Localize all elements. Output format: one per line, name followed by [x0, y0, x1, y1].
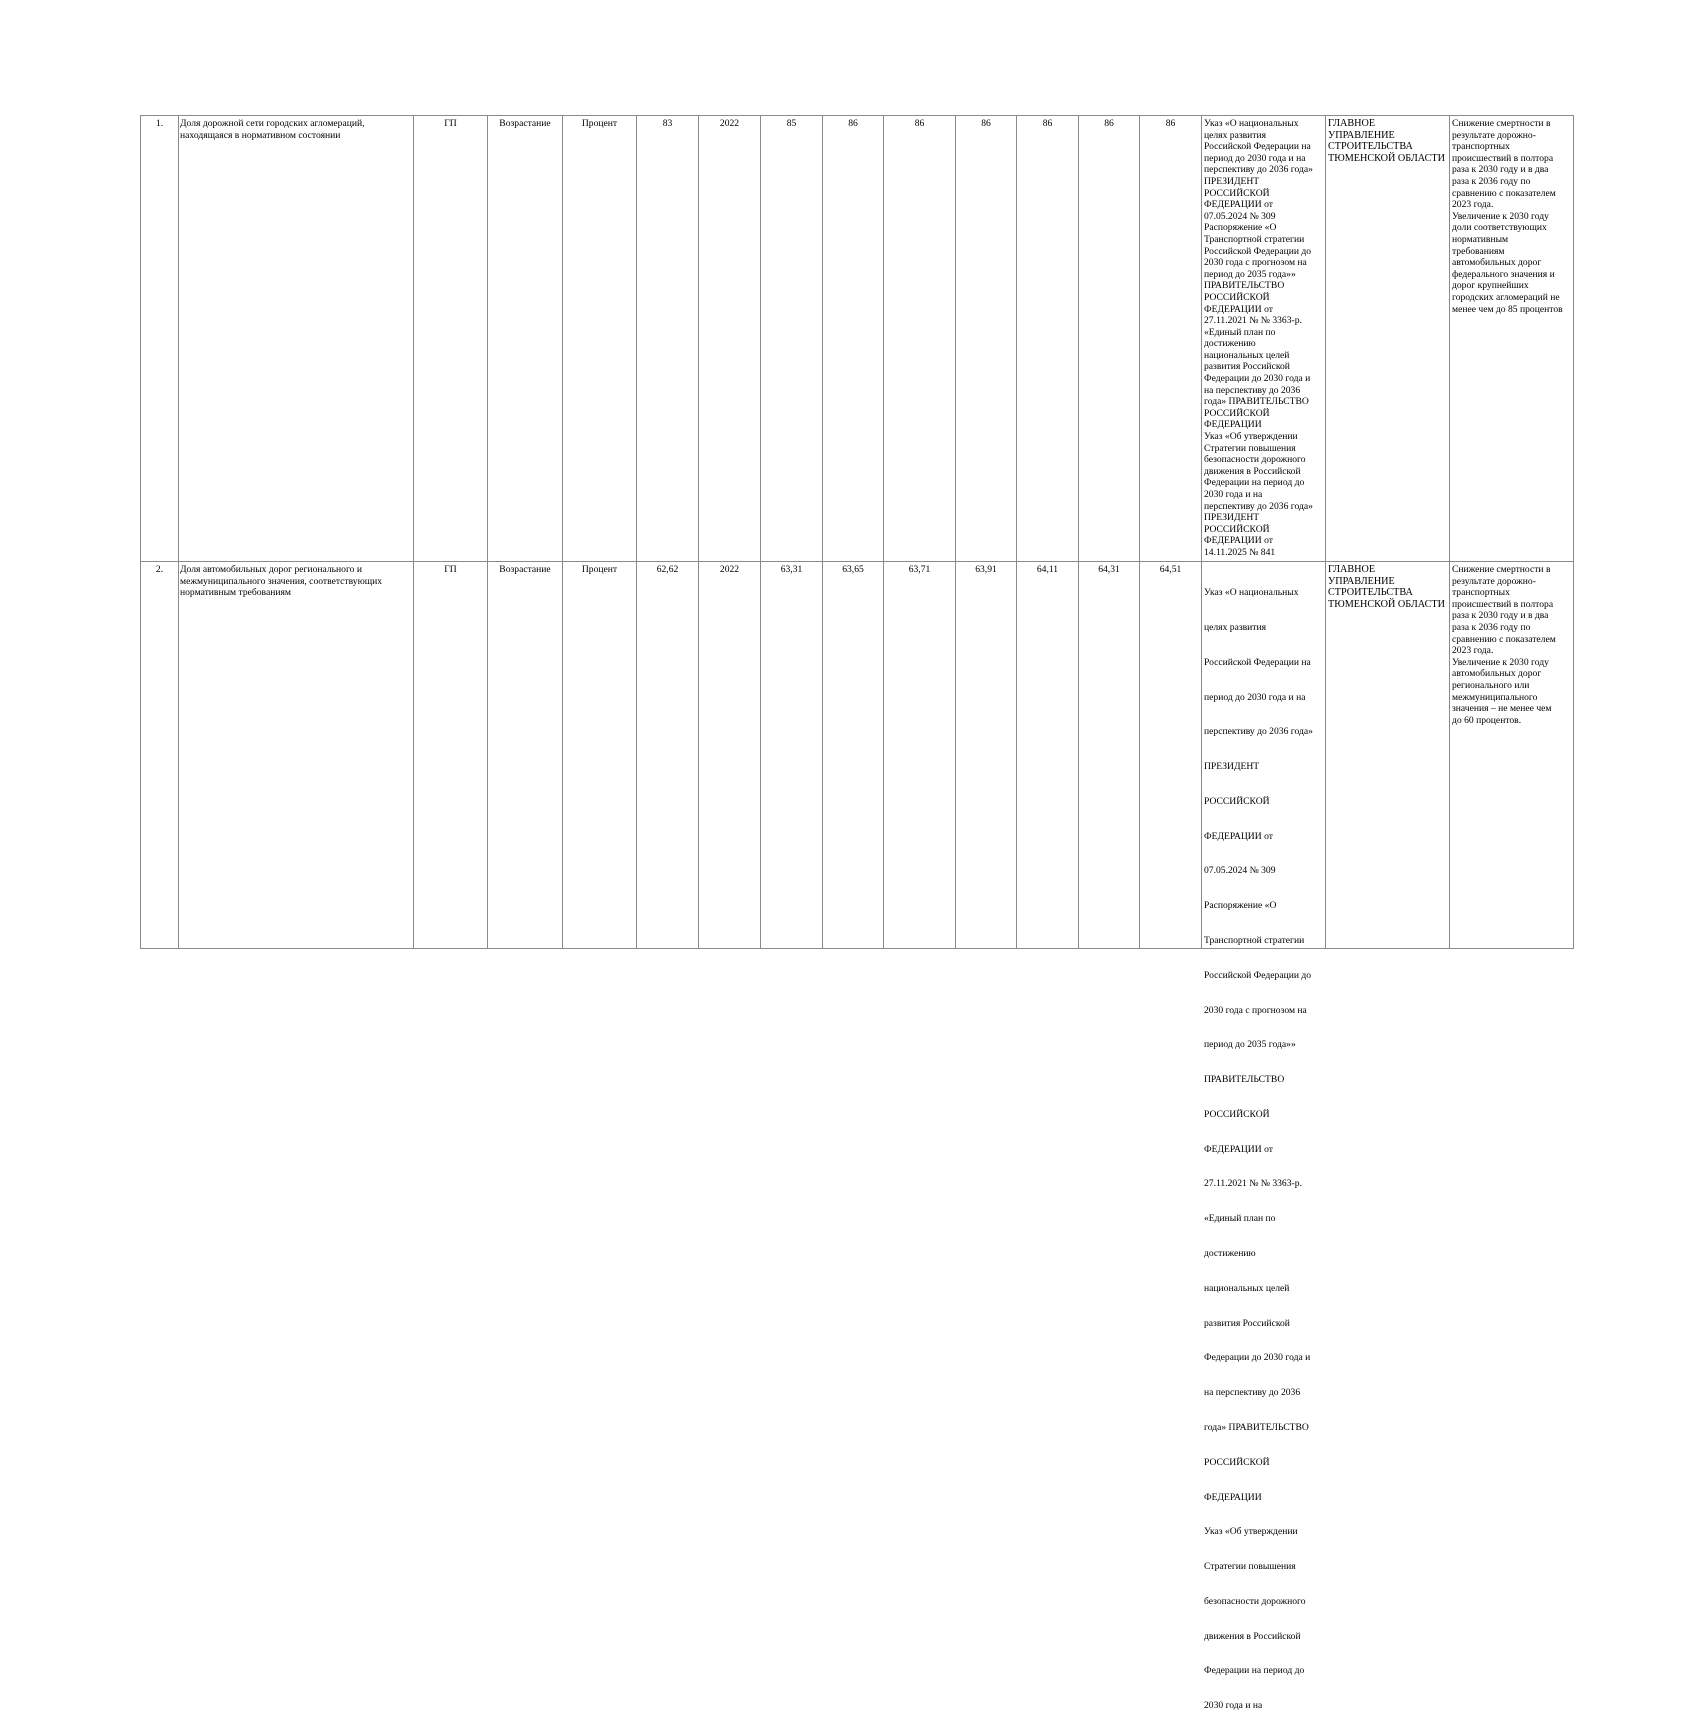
- text-line: находящаяся в нормативном состоянии: [180, 129, 341, 141]
- text-line: ТЮМЕНСКОЙ ОБЛАСТИ: [1328, 152, 1446, 164]
- base-value: 62,62: [637, 562, 699, 949]
- text-line: требованиям: [1452, 245, 1505, 257]
- text-line: движения в Российской: [1204, 1630, 1301, 1642]
- year-value: 86: [1140, 116, 1202, 562]
- text-line: целях развития: [1204, 621, 1267, 633]
- text-line: 2030 года с прогнозом на: [1204, 1004, 1307, 1016]
- text-line: ФЕДЕРАЦИИ от: [1204, 535, 1273, 547]
- documents-cell: [1202, 116, 1326, 562]
- base-value: 83: [637, 116, 699, 562]
- text-line: результате дорожно-: [1452, 129, 1536, 141]
- text-line: 2030 года и на: [1204, 1700, 1263, 1712]
- table-row: [141, 562, 1574, 949]
- text-line: 2023 года.: [1452, 199, 1494, 211]
- text-line: регионального или: [1452, 679, 1530, 691]
- text-line: ФЕДЕРАЦИИ: [1204, 1491, 1262, 1503]
- text-line: перспективу до 2036 года»: [1204, 500, 1313, 512]
- responsible-org: [1326, 562, 1450, 949]
- text-line: Федерации до 2030 года и: [1204, 1352, 1311, 1364]
- year-value: 63,31: [761, 562, 823, 949]
- text-line: ГЛАВНОЕ: [1328, 118, 1376, 129]
- year-value: 63,71: [884, 562, 956, 949]
- base-year: 2022: [699, 116, 761, 562]
- text-line: года» ПРАВИТЕЛЬСТВО: [1204, 396, 1309, 408]
- text-line: период до 2030 года и на: [1204, 152, 1306, 164]
- year-value: 86: [884, 116, 956, 562]
- text-line: раза к 2036 году по: [1452, 621, 1531, 633]
- text-line: Транспортной стратегии: [1204, 935, 1305, 946]
- year-value: 64,51: [1140, 562, 1202, 949]
- text-line: значения – не менее чем: [1452, 703, 1552, 715]
- text-line: 2030 года и на: [1204, 489, 1263, 500]
- text-line: 27.11.2021 № № 3363-р.: [1204, 1178, 1302, 1190]
- text-line: 2023 года.: [1452, 645, 1494, 657]
- text-line: доли соответствующих: [1452, 222, 1547, 234]
- text-line: Увеличение к 2030 году: [1452, 210, 1549, 222]
- text-line: дорог крупнейших: [1452, 280, 1529, 292]
- text-line: сравнению с показателем: [1452, 187, 1556, 199]
- text-line: РОССИЙСКОЙ: [1204, 291, 1270, 303]
- year-value: 85: [761, 116, 823, 562]
- text-line: Доля дорожной сети городских агломераций,: [180, 118, 365, 129]
- text-line: Российской Федерации на: [1204, 656, 1311, 668]
- text-line: результате дорожно-: [1452, 575, 1536, 587]
- text-line: Стратегии повышения: [1204, 442, 1296, 454]
- text-line: Федерации на период до: [1204, 1665, 1305, 1677]
- year-value: 86: [1017, 116, 1079, 562]
- text-line: автомобильных дорог: [1452, 257, 1542, 269]
- text-line: ФЕДЕРАЦИИ от: [1204, 1143, 1273, 1155]
- text-line: Распоряжение «О: [1204, 222, 1277, 234]
- text-line: РОССИЙСКОЙ: [1204, 523, 1270, 535]
- indicator-trend: Возрастание: [488, 116, 563, 562]
- text-line: период до 2035 года»»: [1204, 1039, 1296, 1051]
- text-line: ФЕДЕРАЦИИ: [1204, 419, 1262, 431]
- table-row: [141, 116, 1574, 562]
- year-value: 64,11: [1017, 562, 1079, 949]
- text-line: «Единый план по: [1204, 326, 1276, 338]
- year-value: 86: [1079, 116, 1140, 562]
- indicator-name: [179, 562, 414, 949]
- text-line: автомобильных дорог: [1452, 668, 1542, 680]
- text-line: Транспортной стратегии: [1204, 233, 1305, 245]
- link-to-goals: [1450, 116, 1574, 562]
- text-line: Указ «О национальных: [1204, 587, 1299, 599]
- text-line: РОССИЙСКОЙ: [1204, 187, 1270, 199]
- text-line: перспективу до 2036 года»: [1204, 726, 1313, 738]
- text-line: межмуниципального значения, соответствующих: [180, 575, 383, 587]
- text-line: период до 2035 года»»: [1204, 268, 1296, 280]
- text-line: движения в Российской: [1204, 465, 1301, 477]
- text-line: 07.05.2024 № 309: [1204, 865, 1276, 877]
- row-number: 1.: [141, 116, 179, 562]
- year-value: 63,91: [956, 562, 1017, 949]
- indicator-level: ГП: [414, 116, 488, 562]
- text-line: целях развития: [1204, 129, 1267, 141]
- row-number: 2.: [141, 562, 179, 949]
- text-line: Федерации на период до: [1204, 477, 1305, 489]
- text-line: ПРЕЗИДЕНТ: [1204, 175, 1260, 187]
- text-line: 27.11.2021 № № 3363-р.: [1204, 315, 1302, 327]
- text-line: ТЮМЕНСКОЙ ОБЛАСТИ: [1328, 598, 1446, 610]
- text-line: ПРАВИТЕЛЬСТВО: [1204, 280, 1285, 292]
- text-line: 14.11.2025 № 841: [1204, 546, 1276, 558]
- text-line: Снижение смертности в: [1452, 118, 1551, 129]
- text-line: нормативным требованиям: [180, 587, 291, 599]
- text-line: СТРОИТЕЛЬСТВА: [1328, 587, 1413, 599]
- text-line: «Единый план по: [1204, 1213, 1276, 1225]
- text-line: РОССИЙСКОЙ: [1204, 407, 1270, 419]
- year-value: 86: [823, 116, 884, 562]
- year-value: 86: [956, 116, 1017, 562]
- text-line: Стратегии повышения: [1204, 1561, 1296, 1573]
- text-line: на перспективу до 2036: [1204, 1387, 1301, 1399]
- text-line: Доля автомобильных дорог регионального и: [180, 564, 362, 575]
- base-year: 2022: [699, 562, 761, 949]
- indicator-unit: Процент: [563, 116, 637, 562]
- text-line: ГЛАВНОЕ: [1328, 564, 1376, 575]
- text-line: раза к 2036 году по: [1452, 175, 1531, 187]
- text-line: УПРАВЛЕНИЕ: [1328, 129, 1395, 141]
- text-line: транспортных: [1452, 141, 1510, 153]
- text-line: РОССИЙСКОЙ: [1204, 1108, 1270, 1120]
- text-line: Распоряжение «О: [1204, 900, 1277, 912]
- year-value: 63,65: [823, 562, 884, 949]
- indicator-trend: Возрастание: [488, 562, 563, 949]
- text-line: Указ «Об утверждении: [1204, 431, 1298, 443]
- text-line: федерального значения и: [1452, 268, 1555, 280]
- text-line: [1204, 564, 1323, 1712]
- text-line: РОССИЙСКОЙ: [1204, 795, 1270, 807]
- text-line: ФЕДЕРАЦИИ от: [1204, 830, 1273, 842]
- text-line: Указ «О национальных: [1204, 118, 1299, 129]
- text-line: транспортных: [1452, 587, 1510, 599]
- text-line: раза к 2030 году и в два: [1452, 164, 1549, 176]
- text-line: развития Российской: [1204, 1317, 1290, 1329]
- text-line: 07.05.2024 № 309: [1204, 210, 1276, 222]
- text-line: СТРОИТЕЛЬСТВА: [1328, 141, 1413, 153]
- text-line: национальных целей: [1204, 349, 1290, 361]
- text-line: период до 2030 года и на: [1204, 691, 1306, 703]
- text-line: Снижение смертности в: [1452, 564, 1551, 575]
- text-line: Увеличение к 2030 году: [1452, 656, 1549, 668]
- responsible-org: [1326, 116, 1450, 562]
- text-line: УПРАВЛЕНИЕ: [1328, 575, 1395, 587]
- text-line: безопасности дорожного: [1204, 1595, 1306, 1607]
- indicator-name: [179, 116, 414, 562]
- indicator-level: ГП: [414, 562, 488, 949]
- text-line: национальных целей: [1204, 1282, 1290, 1294]
- indicators-table: [140, 115, 1574, 1712]
- text-line: происшествий в полтора: [1452, 152, 1554, 164]
- text-line: на перспективу до 2036: [1204, 384, 1301, 396]
- link-to-goals: [1450, 562, 1574, 949]
- documents-cell: [1202, 562, 1326, 1712]
- indicator-unit: Процент: [563, 562, 637, 949]
- text-line: нормативным: [1452, 233, 1509, 245]
- text-line: Российской Федерации до: [1204, 245, 1312, 257]
- year-value: 64,31: [1079, 562, 1140, 949]
- text-line: достижению: [1204, 1248, 1256, 1260]
- text-line: раза к 2030 году и в два: [1452, 610, 1549, 622]
- text-line: года» ПРАВИТЕЛЬСТВО: [1204, 1421, 1309, 1433]
- text-line: менее чем до 85 процентов: [1452, 303, 1563, 315]
- text-line: до 60 процентов.: [1452, 714, 1522, 726]
- text-line: ПРЕЗИДЕНТ: [1204, 761, 1260, 773]
- text-line: Указ «Об утверждении: [1204, 1526, 1298, 1538]
- text-line: достижению: [1204, 338, 1256, 350]
- text-line: сравнению с показателем: [1452, 633, 1556, 645]
- text-line: ФЕДЕРАЦИИ от: [1204, 199, 1273, 211]
- text-line: городских агломераций не: [1452, 291, 1560, 303]
- text-line: ПРАВИТЕЛЬСТВО: [1204, 1074, 1285, 1086]
- text-line: межмуниципального: [1452, 691, 1538, 703]
- text-line: 2030 года с прогнозом на: [1204, 257, 1307, 269]
- text-line: безопасности дорожного: [1204, 454, 1306, 466]
- text-line: ФЕДЕРАЦИИ от: [1204, 303, 1273, 315]
- text-line: перспективу до 2036 года»: [1204, 164, 1313, 176]
- text-line: развития Российской: [1204, 361, 1290, 373]
- text-line: Российской Федерации на: [1204, 141, 1311, 153]
- text-line: ПРЕЗИДЕНТ: [1204, 512, 1260, 524]
- text-line: происшествий в полтора: [1452, 598, 1554, 610]
- text-line: Российской Федерации до: [1204, 969, 1312, 981]
- text-line: Федерации до 2030 года и: [1204, 373, 1311, 385]
- text-line: РОССИЙСКОЙ: [1204, 1456, 1270, 1468]
